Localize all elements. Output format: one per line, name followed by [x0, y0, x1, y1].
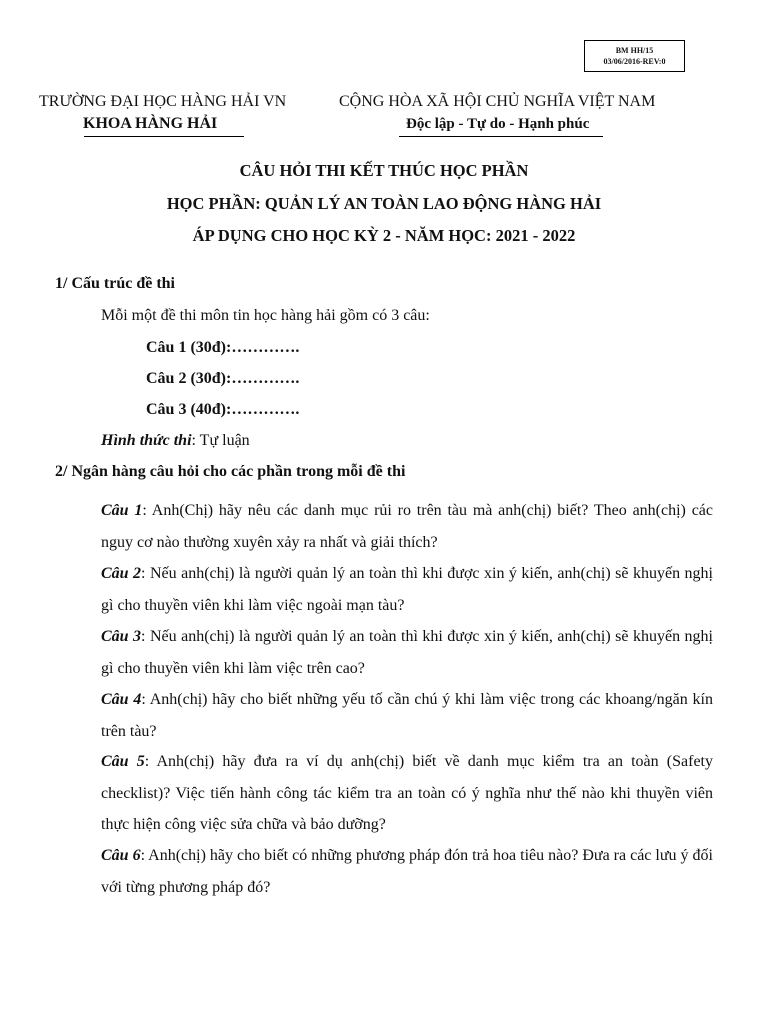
question-label: Câu 3 [101, 628, 142, 645]
school-name: TRƯỜNG ĐẠI HỌC HÀNG HẢI VN [39, 93, 287, 110]
faculty-underline [84, 136, 244, 137]
section1-intro: Mỗi một đề thi môn tin học hàng hải gồm có 3 câu: [101, 307, 430, 324]
question-label: Câu 1 [101, 502, 143, 519]
motto-underline [399, 136, 603, 137]
question-label: Câu 2 [101, 565, 142, 582]
course-title: HỌC PHẦN: QUẢN LÝ AN TOÀN LAO ĐỘNG HÀNG HẢI [166, 194, 602, 213]
motto: Độc lập - Tự do - Hạnh phúc [406, 116, 590, 132]
section2-heading: 2/ Ngân hàng câu hỏi cho các phần trong mỗi đề thi [55, 463, 406, 480]
question-text: : Anh(Chị) hãy nêu các danh mục rủi ro trên tàu mà anh(chị) biết? Theo anh(chị) các nguy cơ nào thường xuyên xảy ra nhất và giải thích? [101, 502, 713, 551]
question-item [101, 495, 713, 558]
question-text: : Nếu anh(chị) là người quản lý an toàn thì khi được xin ý kiến, anh(chị) sẽ khuyến nghị gì cho thuyền viên khi làm việc trên cao? [101, 628, 713, 677]
question-item [101, 621, 713, 684]
question-item [101, 558, 713, 621]
question-text: : Anh(chị) hãy cho biết có những phương pháp đón trả hoa tiêu nào? Đưa ra các lưu ý đối với từng phương pháp đó? [101, 847, 713, 896]
structure-item: Câu 1 (30đ):…………. [146, 339, 300, 356]
form-code-box [584, 40, 685, 72]
doc-title: CÂU HỎI THI KẾT THÚC HỌC PHẦN [239, 161, 529, 180]
exam-form [101, 432, 250, 450]
form-code-line1: BM HH/15 [615, 46, 654, 55]
form-code-line2: 03/06/2016-REV:0 [603, 57, 666, 66]
exam-form-value: : Tự luận [191, 432, 250, 449]
structure-item: Câu 3 (40đ):…………. [146, 401, 300, 418]
exam-form-label: Hình thức thi [101, 432, 192, 449]
question-label: Câu 4 [101, 691, 142, 708]
question-text: : Nếu anh(chị) là người quản lý an toàn thì khi được xin ý kiến, anh(chị) sẽ khuyến nghị gì cho thuyền viên khi làm việc ngoài mạn tàu? [101, 565, 713, 614]
structure-item: Câu 2 (30đ):…………. [146, 370, 300, 387]
semester-title: ÁP DỤNG CHO HỌC KỲ 2 - NĂM HỌC: 2021 - 2022 [192, 226, 576, 245]
question-text: : Anh(chị) hãy đưa ra ví dụ anh(chị) biết về danh mục kiểm tra an toàn (Safety checklist)? Việc tiến hành công tác kiểm tra an toàn có ý nghĩa như thế nào khi thuyền viên thực hiện công việc sửa chữa và bảo dưỡng? [101, 753, 713, 833]
faculty-name: KHOA HÀNG HẢI [83, 115, 218, 132]
question-label: Câu 6 [101, 847, 141, 864]
question-item [101, 746, 713, 841]
question-item [101, 684, 713, 747]
section1-heading: 1/ Cấu trúc đề thi [55, 275, 175, 292]
republic-name: CỘNG HÒA XÃ HỘI CHỦ NGHĨA VIỆT NAM [339, 93, 656, 110]
question-item [101, 840, 713, 903]
question-label: Câu 5 [101, 753, 145, 770]
question-text: : Anh(chị) hãy cho biết những yếu tố cần chú ý khi làm việc trong các khoang/ngăn kín trên tàu? [101, 691, 713, 740]
